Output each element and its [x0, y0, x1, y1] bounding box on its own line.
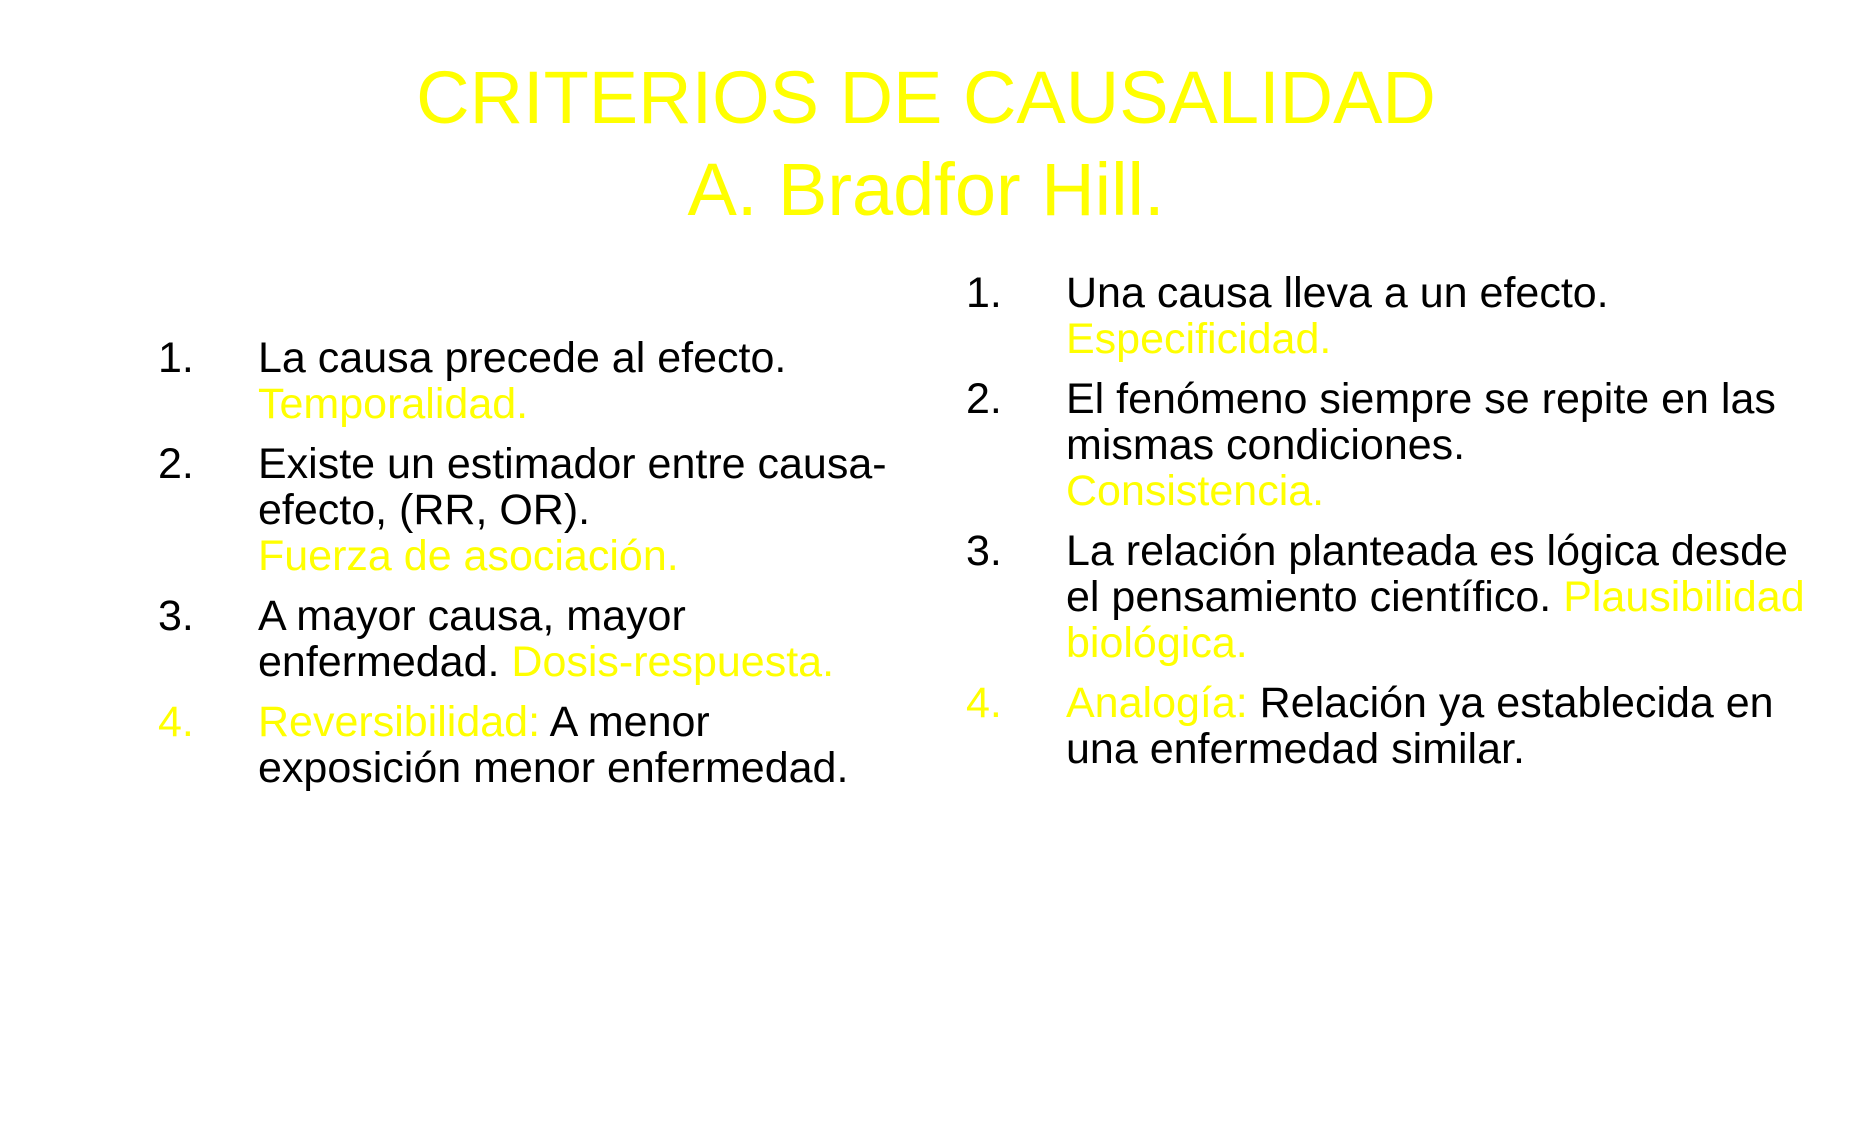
item-number: 4.	[966, 679, 1002, 727]
list-item	[966, 270, 1826, 362]
item-text: La causa precede al efecto.	[258, 334, 787, 382]
item-text: Existe un estimador entre causa-efecto, (RR, OR).	[258, 440, 887, 534]
item-number: 4.	[158, 698, 194, 746]
list-item	[158, 335, 898, 427]
item-text: A mayor causa, mayor enfermedad.	[258, 592, 686, 686]
item-criterion: Fuerza de asociación.	[258, 532, 679, 580]
item-number: 3.	[966, 527, 1002, 575]
item-text: A menor exposición menor enfermedad.	[258, 698, 849, 792]
list-item	[966, 528, 1826, 666]
item-number: 1.	[158, 334, 194, 382]
item-text: Una causa lleva a un efecto.	[1066, 269, 1609, 317]
item-criterion: Especificidad.	[1066, 315, 1332, 363]
item-criterion: Dosis-respuesta.	[511, 638, 835, 686]
item-text: La relación planteada es lógica desde el pensamiento científico.	[1066, 527, 1788, 621]
item-criterion: Consistencia.	[1066, 467, 1325, 515]
item-text: El fenómeno siempre se repite en las mismas condiciones.	[1066, 375, 1776, 469]
item-criterion: Temporalidad.	[258, 380, 529, 428]
item-text: Relación ya establecida en una enfermedad similar.	[1066, 679, 1774, 773]
item-number: 2.	[966, 375, 1002, 423]
item-criterion: Analogía:	[1066, 679, 1248, 727]
list-item	[966, 376, 1826, 514]
slide-subtitle: A. Bradfor Hill.	[687, 148, 1165, 231]
slide-title: CRITERIOS DE CAUSALIDAD	[416, 56, 1436, 139]
list-item	[158, 699, 898, 791]
item-criterion: Reversibilidad:	[258, 698, 541, 746]
list-item	[158, 441, 898, 579]
list-item	[158, 593, 898, 685]
item-criterion: Plausibilidad biológica.	[1066, 573, 1805, 667]
left-criteria-list	[158, 335, 898, 805]
list-item	[966, 680, 1826, 772]
item-number: 1.	[966, 269, 1002, 317]
right-criteria-list	[966, 270, 1826, 786]
item-number: 3.	[158, 592, 194, 640]
item-number: 2.	[158, 440, 194, 488]
